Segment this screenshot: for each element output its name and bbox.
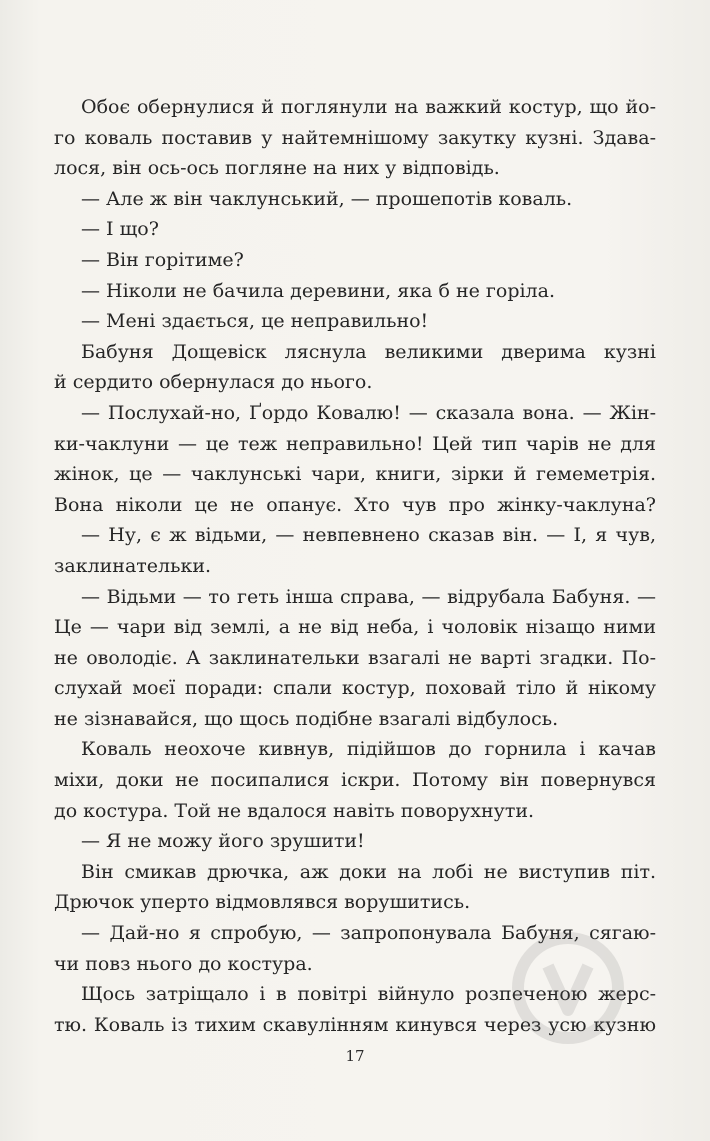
- text-line: — Відьми — то геть інша справа, — відрубала Бабуня. —: [81, 585, 656, 608]
- text-line: не зізнавайся, що щось подібне взагалі відбулось.: [54, 707, 559, 730]
- text-line: й сердито обернулася до нього.: [54, 371, 373, 394]
- text-line: не оволодіє. А заклинательки взагалі не варті згадки. По-: [54, 646, 656, 669]
- text-line: — Він горітиме?: [81, 248, 244, 271]
- text-line: заклинательки.: [54, 554, 212, 577]
- text-line: Це — чари від землі, а не від неба, і чоловік нізащо ними: [54, 616, 656, 639]
- text-line: — І що?: [81, 218, 159, 241]
- text-line: — Послухай-но, Ґордо Ковалю! — сказала вона. — Жін-: [81, 401, 656, 424]
- text-line: — Я не можу його зрушити!: [81, 830, 365, 853]
- text-line: тю. Коваль із тихим скавулінням кинувся через усю кузню: [54, 1013, 656, 1036]
- text-line: Щось затріщало і в повітрі війнуло розпеченою жерс-: [81, 983, 656, 1006]
- text-line: Коваль неохоче кивнув, підійшов до горнила і качав: [81, 738, 656, 761]
- text-line: Обоє обернулися й поглянули на важкий костур, що йо-: [81, 96, 656, 118]
- text-line: лося, він ось-ось погляне на них у відповідь.: [54, 157, 500, 180]
- text-line: го коваль поставив у найтемнішому закутку кузні. Здава-: [54, 126, 656, 149]
- page-number: 17: [345, 1047, 365, 1065]
- text-line: Він смикав дрючка, аж доки на лобі не виступив піт.: [81, 860, 656, 883]
- text-line: Дрючок уперто відмовлявся ворушитись.: [54, 891, 471, 914]
- text-line: — Але ж він чаклунський, — прошепотів коваль.: [81, 187, 573, 210]
- text-line: — Ну, є ж відьми, — невпевнено сказав він. — І, я чув,: [81, 524, 656, 547]
- text-line: чи повз нього до костура.: [54, 952, 313, 975]
- text-line: Бабуня Дощевіск ляснула великими дверима кузні: [81, 340, 656, 363]
- text-line: — Мені здається, це неправильно!: [81, 310, 429, 333]
- text-line: ки-чаклуни — це теж неправильно! Цей тип чарів не для: [54, 432, 656, 455]
- body-text: [54, 92, 656, 1040]
- text-line: Вона ніколи це не опанує. Хто чув про жінку-чаклуна?: [54, 493, 656, 516]
- text-line: слухай моєї поради: спали костур, поховай тіло й нікому: [54, 677, 656, 700]
- text-line: — Дай-но я спробую, — запропонувала Бабуня, сягаю-: [81, 922, 656, 945]
- text-line: жінок, це — чаклунські чари, книги, зірки й гемеметрія.: [54, 463, 656, 486]
- watermark-icon: [508, 928, 628, 1048]
- text-line: міхи, доки не посипалися іскри. Потому він повернувся: [54, 769, 656, 792]
- text-line: — Ніколи не бачила деревини, яка б не горіла.: [81, 279, 555, 302]
- text-line: до костура. Той не вдалося навіть поворухнути.: [54, 799, 535, 822]
